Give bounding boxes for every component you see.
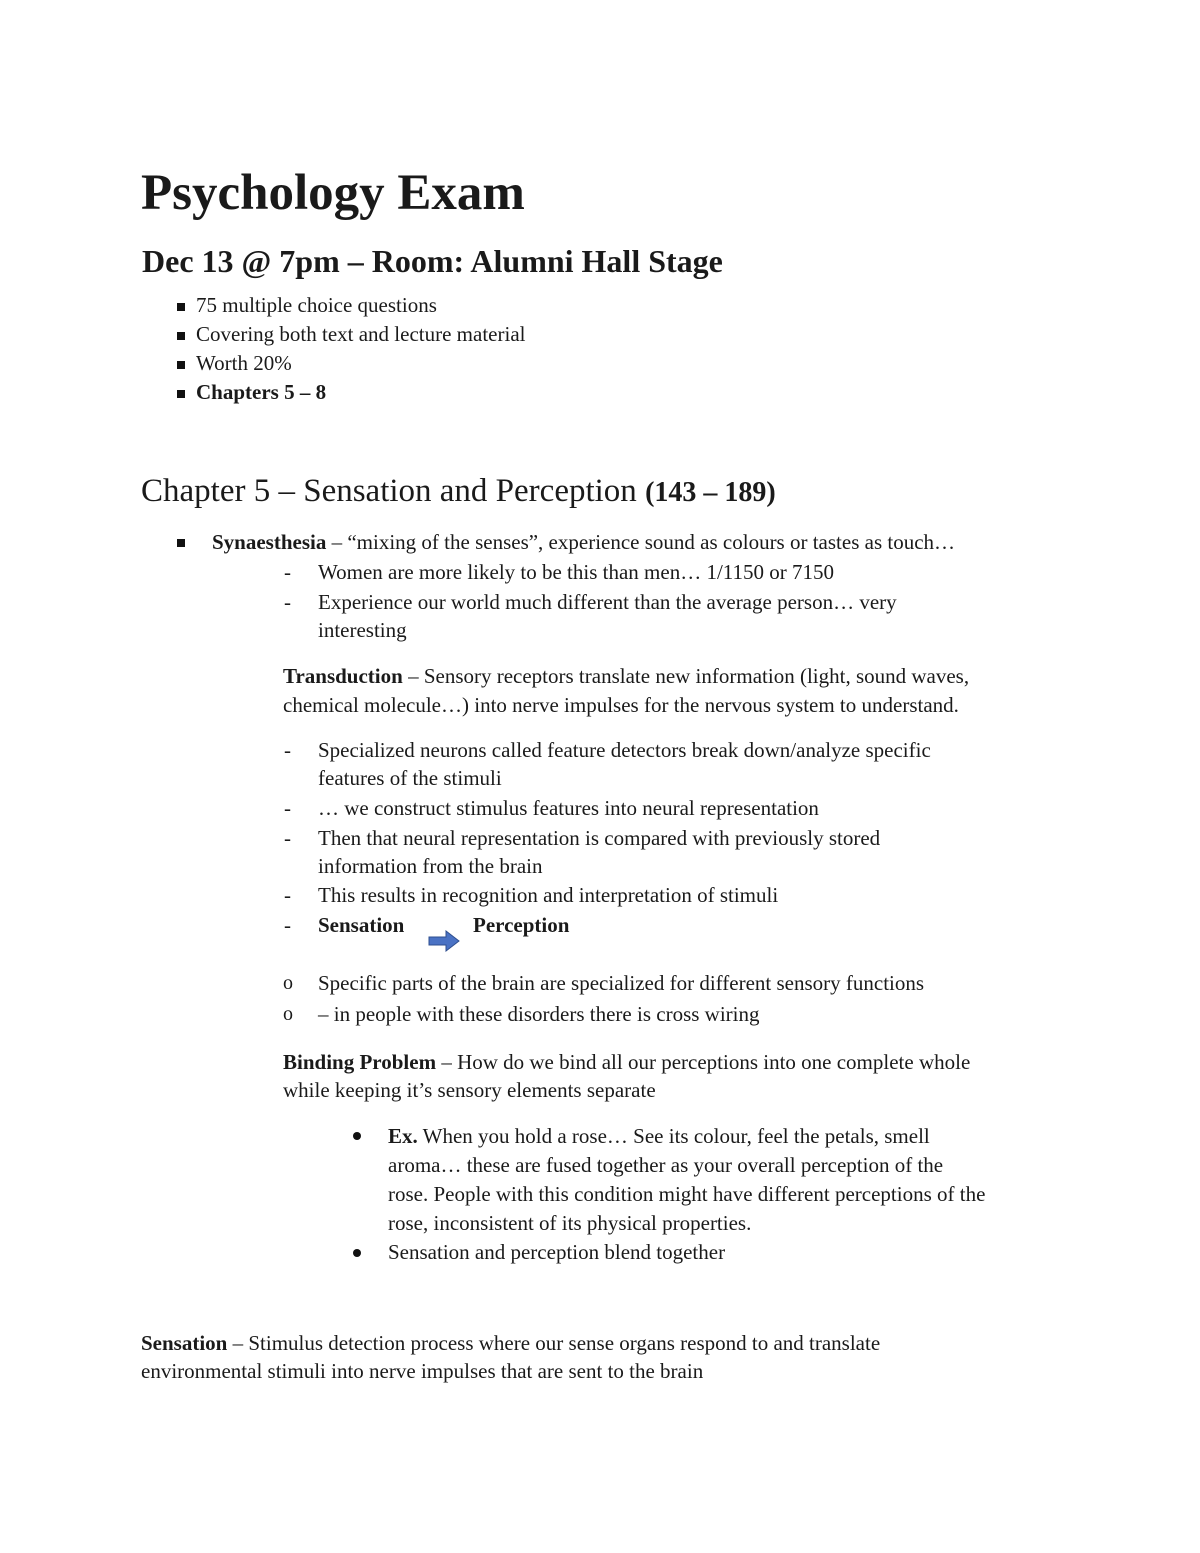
chapter-heading	[141, 470, 776, 514]
list-item-continuation: features of the stimuli	[318, 766, 502, 790]
dash-bullet: -	[284, 560, 291, 584]
list-item: Sensation and perception blend together	[388, 1240, 726, 1264]
dash-bullet: -	[284, 883, 291, 907]
exam-details-heading: Dec 13 @ 7pm – Room: Alumni Hall Stage	[142, 243, 723, 279]
chapter-title: Chapter 5 – Sensation and Perception	[141, 473, 637, 509]
term: Sensation	[141, 1331, 228, 1355]
definition-text: – Stimulus detection process where our sense organs respond to and translate	[227, 1331, 881, 1355]
dash-bullet: -	[284, 913, 291, 937]
square-bullet-icon	[177, 539, 185, 547]
list-item: Worth 20%	[196, 351, 292, 375]
term: Synaesthesia	[212, 530, 327, 554]
list-item: Covering both text and lecture material	[196, 322, 526, 346]
transduction-definition	[283, 662, 969, 691]
list-item: Specialized neurons called feature detectors break down/analyze specific	[318, 738, 931, 762]
sensation-definition-cont: environmental stimuli into nerve impulses that are sent to the brain	[141, 1359, 704, 1383]
synaesthesia-definition	[212, 528, 955, 557]
list-item: Chapters 5 – 8	[196, 380, 327, 404]
list-item: … we construct stimulus features into neural representation	[318, 796, 819, 820]
list-item: Experience our world much different than the average person… very	[318, 590, 897, 614]
example-continuation: rose, inconsistent of its physical properties.	[388, 1211, 752, 1235]
flow-from-label: Sensation	[318, 913, 405, 937]
example-item	[388, 1122, 930, 1151]
right-arrow-icon	[428, 930, 460, 952]
binding-problem-definition-cont: while keeping it’s sensory elements separate	[283, 1078, 656, 1102]
round-bullet-icon	[353, 1249, 361, 1257]
circle-bullet: o	[283, 972, 293, 994]
dash-bullet: -	[284, 590, 291, 614]
term: Binding Problem	[283, 1050, 437, 1074]
list-item: Then that neural representation is compared with previously stored	[318, 826, 881, 850]
definition-text: – Sensory receptors translate new information (light, sound waves,	[402, 664, 970, 688]
binding-problem-definition	[283, 1048, 970, 1077]
dash-bullet: -	[284, 738, 291, 762]
list-item-continuation: interesting	[318, 618, 407, 642]
transduction-definition-cont: chemical molecule…) into nerve impulses for the nervous system to understand.	[283, 693, 959, 717]
dash-bullet: -	[284, 796, 291, 820]
square-bullet-icon	[177, 303, 185, 311]
dash-bullet: -	[284, 826, 291, 850]
flow-to-label: Perception	[473, 913, 570, 937]
square-bullet-icon	[177, 332, 185, 340]
list-item: Specific parts of the brain are specialized for different sensory functions	[318, 971, 925, 995]
list-item: – in people with these disorders there is cross wiring	[318, 1002, 760, 1026]
example-continuation: rose. People with this condition might have different perceptions of the	[388, 1182, 986, 1206]
example-text: When you hold a rose… See its colour, feel the petals, smell	[417, 1124, 930, 1148]
round-bullet-icon	[353, 1132, 361, 1140]
sensation-definition	[141, 1329, 880, 1358]
list-item: Women are more likely to be this than men… 1/1150 or 7150	[318, 560, 835, 584]
example-continuation: aroma… these are fused together as your overall perception of the	[388, 1153, 944, 1177]
definition-text: – “mixing of the senses”, experience sound as colours or tastes as touch…	[326, 530, 956, 554]
square-bullet-icon	[177, 390, 185, 398]
list-item-continuation: information from the brain	[318, 854, 543, 878]
term: Transduction	[283, 664, 403, 688]
example-label: Ex.	[388, 1124, 418, 1148]
list-item: 75 multiple choice questions	[196, 293, 437, 317]
circle-bullet: o	[283, 1003, 293, 1025]
square-bullet-icon	[177, 361, 185, 369]
document-title: Psychology Exam	[141, 165, 525, 221]
list-item: This results in recognition and interpretation of stimuli	[318, 883, 779, 907]
definition-text: – How do we bind all our perceptions into one complete whole	[436, 1050, 971, 1074]
chapter-pages: (143 – 189)	[645, 477, 776, 508]
